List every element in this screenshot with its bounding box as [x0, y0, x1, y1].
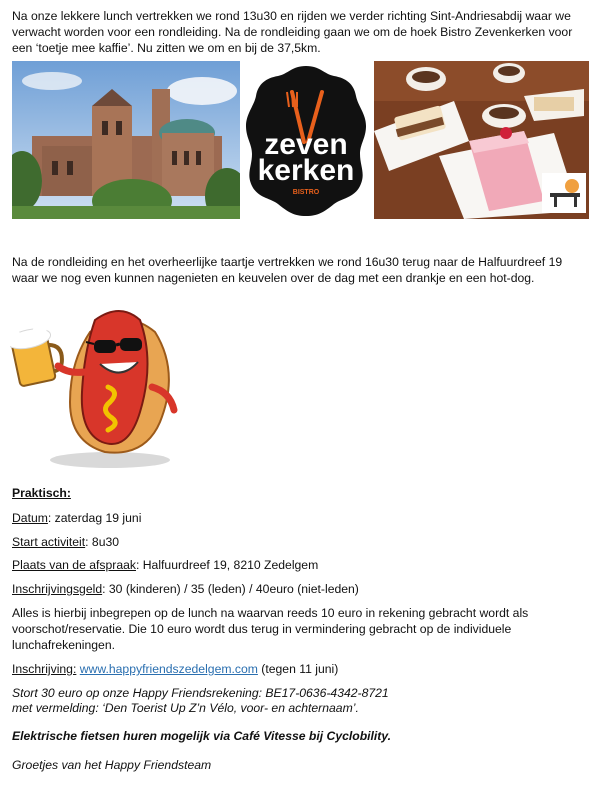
signup-link[interactable]: www.happyfriendszedelgem.com: [79, 662, 258, 676]
logo-sub: BISTRO: [292, 189, 320, 196]
start-line: [12, 534, 588, 550]
logo-line1: zeven: [264, 128, 348, 161]
date-line: [12, 510, 588, 526]
bistro-zevenkerken-logo: [242, 62, 370, 218]
greeting: Groetjes van het Happy Friendsteam: [12, 758, 212, 772]
abbey-photo: [12, 61, 240, 219]
fee-label: Inschrijvingsgeld: [12, 582, 103, 596]
logo-line2: kerken: [257, 154, 355, 187]
bikes-note: Elektrische fietsen huren mogelijk via Café Vitesse bij Cyclobility.: [12, 729, 392, 743]
signup-deadline: (tegen 11 juni): [257, 662, 339, 676]
start-label: Start activiteit: [12, 535, 86, 549]
practical-heading: Praktisch:: [12, 486, 71, 500]
date-label: Datum: [12, 511, 48, 525]
date-value: : zaterdag 19 juni: [47, 511, 142, 525]
included-paragraph: Alles is hierbij inbegrepen op de lunch na waarvan reeds 10 euro in rekening gebracht wordt als voorschot/reservatie. Die 10 euro wordt dus terug in vermindering gebracht op de individuele lunchafrekeningen.: [12, 606, 529, 652]
start-value: : 8u30: [85, 535, 120, 549]
hotdog-cartoon: [10, 292, 190, 472]
payment-line-1: Stort 30 euro op onze Happy Friendsrekening: BE17-0636-4342-8721: [12, 686, 389, 700]
fee-value: : 30 (kinderen) / 35 (leden) / 40euro (niet-leden): [102, 582, 359, 596]
signup-label: Inschrijving:: [12, 662, 77, 676]
cake-coffee-photo: [374, 61, 589, 219]
place-line: [12, 557, 588, 573]
fee-line: [12, 581, 588, 597]
return-paragraph: Na de rondleiding en het overheerlijke taartje vertrekken we rond 16u30 terug naar de Halfuurdreef 19 waar we nog even kunnen nagenieten en keuvelen over de dag met een drankje en een hot-dog.: [12, 255, 563, 285]
place-label: Plaats van de afspraak: [12, 558, 136, 572]
signup-line: [12, 661, 588, 677]
place-value: : Halfuurdreef 19, 8210 Zedelgem: [135, 558, 319, 572]
payment-line-2: met vermelding: ‘Den Toerist Up Z’n Vélo, voor- en achternaam’.: [12, 701, 359, 715]
intro-paragraph: Na onze lekkere lunch vertrekken we rond 13u30 en rijden we verder richting Sint-Andriesabdij waar we verwacht worden voor een rondleiding. Na de rondleiding gaan we om de hoek Bistro Zevenkerken voor een ‘toetje mee kaffie’. Nu zitten we om en bij de 37,5km.: [12, 9, 573, 55]
